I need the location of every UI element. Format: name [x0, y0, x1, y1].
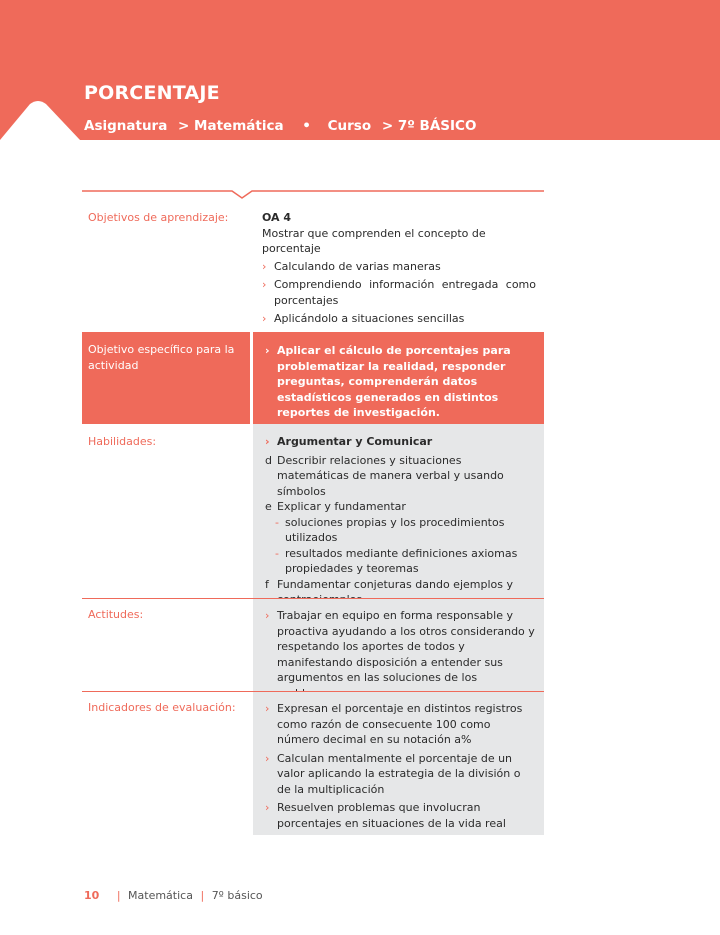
page-number: 10 [84, 889, 100, 902]
list-item: › Resuelven problemas que involucran porcentajes en situaciones de la vida real [265, 800, 536, 831]
oa-intro: Mostrar que comprenden el concepto de porcentaje [262, 226, 486, 255]
value-actitudes [250, 599, 544, 691]
label-indicadores: Indicadores de evaluación: [88, 701, 236, 714]
list-item: › Calculando de varias maneras [262, 259, 536, 275]
row-objetivo-especifico [82, 332, 544, 424]
list-item: › Calculan mentalmente el porcentaje de un valor aplicando la estrategia de la división o de la multiplicación [265, 751, 536, 798]
indicadores-list [265, 701, 536, 831]
list-item: › Aplicar el cálculo de porcentajes para problematizar la realidad, responder preguntas, comprenderán datos estadísticos generados en distintos reportes de investigación. [265, 343, 536, 421]
habilidad-text: Explicar y fundamentar [277, 500, 406, 513]
value-habilidades [250, 424, 544, 598]
habilidad-letter: f [265, 577, 269, 591]
list-item: › Trabajar en equipo en forma responsable y proactiva ayudando a los otros considerando y respetando los aportes de todos y manifestando disposición a entender sus argumentos en las soluciones de los [265, 608, 536, 701]
habilidad-text: Describir relaciones y situaciones matemáticas de manera verbal y usando símbolos [277, 453, 504, 498]
oa-heading: OA 4 [262, 211, 292, 224]
label-actitudes: Actitudes: [88, 608, 144, 621]
habilidad-e-sub-1: - soluciones propias y los procedimientos utilizados [265, 515, 536, 546]
row-habilidades [82, 424, 544, 598]
value-objetivos [250, 190, 544, 332]
list-item: › Aplicándolo a situaciones sencillas [262, 311, 536, 327]
row-objetivos [82, 190, 544, 332]
habilidades-heading-list [265, 434, 536, 450]
row-actitudes [82, 598, 544, 691]
subject-value: > Matemática [178, 118, 284, 134]
label-objetivo-especifico: Objetivo específico para la actividad [88, 343, 235, 372]
row-indicadores [82, 691, 544, 835]
habilidad-letter: e [265, 500, 272, 513]
oa-list [262, 259, 536, 327]
subject-course-line [84, 118, 476, 134]
footer-course: 7º básico [211, 889, 263, 902]
label-objetivos: Objetivos de aprendizaje: [88, 211, 229, 224]
actitudes-list [265, 608, 536, 701]
habilidad-d [265, 453, 536, 500]
habilidad-text: Fundamentar conjeturas dando ejemplos y [277, 577, 513, 591]
value-objetivo-especifico [250, 332, 544, 424]
footer-divider: | [200, 889, 205, 902]
page-footer [84, 889, 263, 902]
value-indicadores [250, 692, 544, 835]
habilidades-heading: › Argumentar y Comunicar [265, 434, 536, 450]
activity-table [82, 190, 544, 835]
habilidad-e [265, 499, 536, 515]
habilidad-e-sub-2: - resultados mediante definiciones axiomas propiedades y teoremas [265, 546, 536, 577]
course-value: > 7º BÁSICO [381, 118, 477, 134]
label-habilidades: Habilidades: [88, 435, 157, 448]
list-item: › Comprendiendo información entregada como porcentajes [262, 277, 536, 308]
subject-label: Asignatura [84, 118, 168, 134]
page-title: PORCENTAJE [84, 82, 220, 104]
especifico-list [265, 343, 536, 421]
footer-subject: Matemática [128, 889, 193, 902]
separator-bullet: • [302, 118, 311, 134]
habilidad-letter: d [265, 453, 272, 467]
course-label: Curso [327, 118, 372, 134]
banner-corner-shape [0, 100, 80, 140]
footer-divider: | [116, 889, 121, 902]
list-item: › Expresan el porcentaje en distintos registros como razón de consecuente 100 como número decimal en su notación a% [265, 701, 536, 748]
